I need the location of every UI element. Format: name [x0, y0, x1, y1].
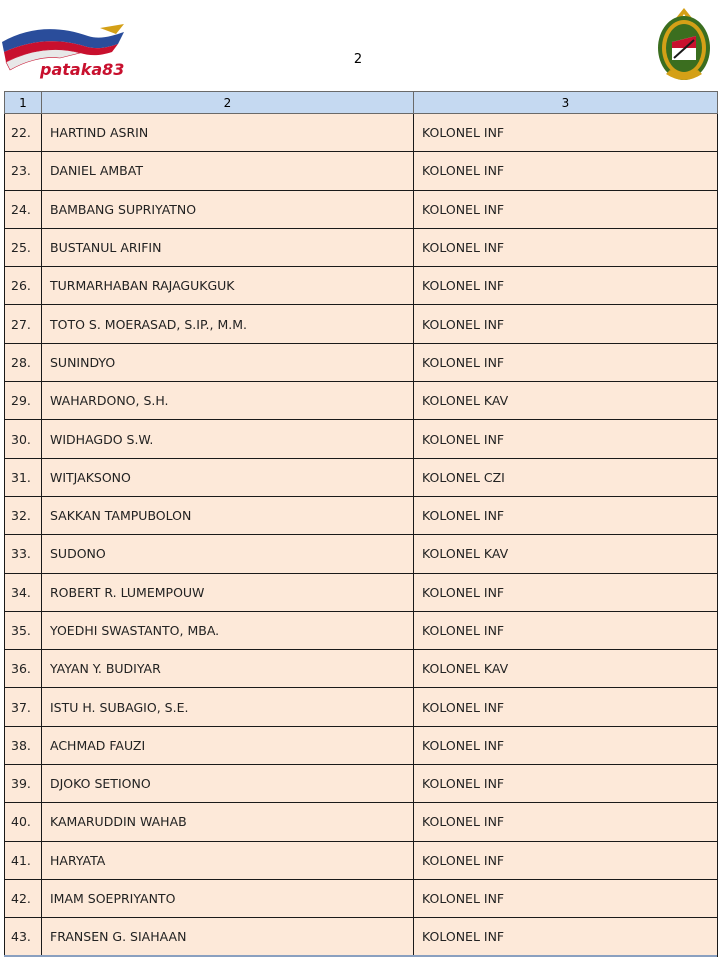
person-rank: KOLONEL INF: [414, 114, 718, 152]
row-number: 25.: [5, 228, 42, 266]
row-number: 42.: [5, 879, 42, 917]
emblem-icon: [652, 4, 716, 88]
table-row: [5, 305, 718, 343]
person-rank: KOLONEL INF: [414, 765, 718, 803]
table-row: [5, 535, 718, 573]
person-name: SUDONO: [42, 535, 414, 573]
row-number: 33.: [5, 535, 42, 573]
pataka-logo-text: pataka83: [40, 60, 125, 79]
table-row: [5, 573, 718, 611]
table-row: [5, 343, 718, 381]
table-row: [5, 726, 718, 764]
person-name: ROBERT R. LUMEMPOUW: [42, 573, 414, 611]
person-name: HARTIND ASRIN: [42, 114, 414, 152]
person-name: IMAM SOEPRIYANTO: [42, 879, 414, 917]
person-name: WIDHAGDO S.W.: [42, 420, 414, 458]
table-row: [5, 688, 718, 726]
row-number: 30.: [5, 420, 42, 458]
table-row: [5, 458, 718, 496]
military-emblem: [652, 4, 716, 88]
person-name: WAHARDONO, S.H.: [42, 382, 414, 420]
row-number: 40.: [5, 803, 42, 841]
person-rank: KOLONEL INF: [414, 726, 718, 764]
person-rank: KOLONEL INF: [414, 879, 718, 917]
row-number: 35.: [5, 611, 42, 649]
pataka-logo: [0, 22, 128, 84]
row-number: 39.: [5, 765, 42, 803]
person-rank: KOLONEL INF: [414, 688, 718, 726]
person-name: TOTO S. MOERASAD, S.IP., M.M.: [42, 305, 414, 343]
table-row: [5, 496, 718, 534]
person-rank: KOLONEL INF: [414, 420, 718, 458]
column-header-number: 1: [5, 92, 42, 114]
person-name: YAYAN Y. BUDIYAR: [42, 650, 414, 688]
row-number: 32.: [5, 496, 42, 534]
table-row: [5, 190, 718, 228]
person-rank: KOLONEL INF: [414, 918, 718, 956]
person-rank: KOLONEL INF: [414, 343, 718, 381]
row-number: 36.: [5, 650, 42, 688]
table-row: [5, 114, 718, 152]
person-rank: KOLONEL INF: [414, 611, 718, 649]
person-rank: KOLONEL CZI: [414, 458, 718, 496]
row-number: 37.: [5, 688, 42, 726]
person-name: ACHMAD FAUZI: [42, 726, 414, 764]
row-number: 29.: [5, 382, 42, 420]
person-name: YOEDHI SWASTANTO, MBA.: [42, 611, 414, 649]
table-row: [5, 152, 718, 190]
person-rank: KOLONEL INF: [414, 228, 718, 266]
page-header: [0, 0, 720, 92]
person-rank: KOLONEL INF: [414, 496, 718, 534]
row-number: 23.: [5, 152, 42, 190]
table-row: [5, 650, 718, 688]
row-number: 26.: [5, 267, 42, 305]
table-row: [5, 765, 718, 803]
person-rank: KOLONEL INF: [414, 267, 718, 305]
bottom-divider: [4, 955, 717, 957]
row-number: 43.: [5, 918, 42, 956]
person-rank: KOLONEL INF: [414, 841, 718, 879]
person-name: BUSTANUL ARIFIN: [42, 228, 414, 266]
person-name: WITJAKSONO: [42, 458, 414, 496]
table-row: [5, 228, 718, 266]
person-name: DANIEL AMBAT: [42, 152, 414, 190]
row-number: 24.: [5, 190, 42, 228]
row-number: 34.: [5, 573, 42, 611]
personnel-table-wrap: [4, 91, 717, 957]
personnel-table: [4, 91, 718, 957]
column-header-name: 2: [42, 92, 414, 114]
row-number: 31.: [5, 458, 42, 496]
person-rank: KOLONEL KAV: [414, 650, 718, 688]
table-row: [5, 611, 718, 649]
person-name: FRANSEN G. SIAHAAN: [42, 918, 414, 956]
person-name: DJOKO SETIONO: [42, 765, 414, 803]
table-body: [5, 114, 718, 957]
table-row: [5, 879, 718, 917]
person-name: SAKKAN TAMPUBOLON: [42, 496, 414, 534]
row-number: 22.: [5, 114, 42, 152]
person-rank: KOLONEL KAV: [414, 535, 718, 573]
table-row: [5, 420, 718, 458]
person-name: SUNINDYO: [42, 343, 414, 381]
table-header-row: [5, 92, 718, 114]
person-name: BAMBANG SUPRIYATNO: [42, 190, 414, 228]
person-rank: KOLONEL INF: [414, 803, 718, 841]
table-row: [5, 841, 718, 879]
person-rank: KOLONEL KAV: [414, 382, 718, 420]
table-row: [5, 267, 718, 305]
person-rank: KOLONEL INF: [414, 573, 718, 611]
row-number: 41.: [5, 841, 42, 879]
row-number: 27.: [5, 305, 42, 343]
row-number: 38.: [5, 726, 42, 764]
person-name: ISTU H. SUBAGIO, S.E.: [42, 688, 414, 726]
page-number: 2: [353, 52, 363, 67]
person-rank: KOLONEL INF: [414, 305, 718, 343]
person-rank: KOLONEL INF: [414, 152, 718, 190]
table-row: [5, 382, 718, 420]
row-number: 28.: [5, 343, 42, 381]
person-name: KAMARUDDIN WAHAB: [42, 803, 414, 841]
person-name: TURMARHABAN RAJAGUKGUK: [42, 267, 414, 305]
table-row: [5, 803, 718, 841]
column-header-rank: 3: [414, 92, 718, 114]
table-row: [5, 918, 718, 956]
person-rank: KOLONEL INF: [414, 190, 718, 228]
person-name: HARYATA: [42, 841, 414, 879]
